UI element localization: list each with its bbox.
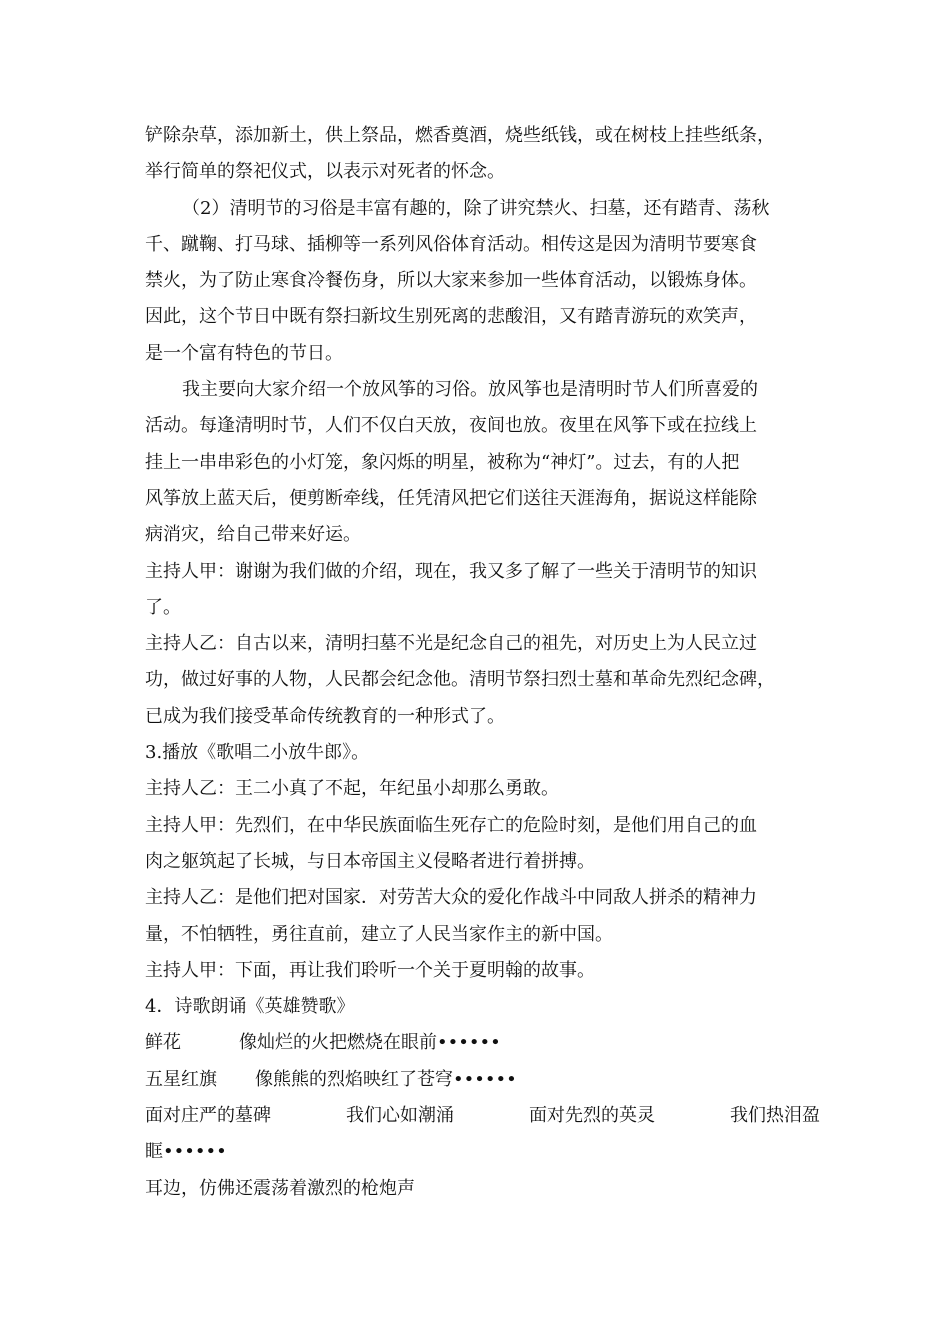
text-line: 功，做过好事的人物，人民都会纪念他。清明节祭扫烈士墓和革命先烈纪念碑， [145, 669, 775, 691]
poem-phrase: 我们心如潮涌 [346, 1105, 454, 1127]
text-line: 是一个富有特色的节日。 [145, 342, 343, 364]
poem-line [145, 1098, 820, 1134]
poem-line [145, 1062, 820, 1098]
text-line: 铲除杂草，添加新土，供上祭品，燃香奠酒，烧些纸钱，或在树枝上挂些纸条， [145, 125, 775, 146]
host-b-remembrance [145, 626, 820, 735]
text-line: 了。 [145, 596, 181, 618]
program-item-song: 3.播放《歌唱二小放牛郎》。 [145, 742, 370, 764]
host-b-nation [145, 880, 820, 953]
paragraph-customs [145, 191, 820, 372]
poem-phrase: 我们热泪盈 [730, 1105, 820, 1127]
poem-line: 耳边，仿佛还震荡着激烈的枪炮声 [145, 1177, 415, 1199]
document-body [145, 118, 820, 1207]
text-line: 举行简单的祭祀仪式，以表示对死者的怀念。 [145, 161, 505, 183]
host-a-martyrs [145, 808, 820, 881]
poem-phrase: 面对先烈的英灵 [529, 1105, 655, 1127]
text-line: 肉之躯筑起了长城，与日本帝国主义侵略者进行着拼搏。 [145, 850, 595, 872]
text-line: 主持人甲：先烈们，在中华民族面临生死存亡的危险时刻，是他们用自己的血 [145, 814, 757, 836]
poem-phrase: 像熊熊的烈焰映红了苍穹•••••• [255, 1068, 517, 1090]
text-line: 量，不怕牺牲，勇往直前，建立了人民当家作主的新中国。 [145, 923, 613, 945]
text-line: 主持人乙：自古以来，清明扫墓不光是纪念自己的祖先，对历史上为人民立过 [145, 633, 757, 655]
poem-phrase: 五星红旗 [145, 1068, 217, 1090]
text-line: 风筝放上蓝天后，便剪断牵线，任凭清风把它们送往天涯海角，据说这样能除 [145, 487, 757, 509]
text-line: 禁火，为了防止寒食冷餐伤身，所以大家来参加一些体育活动，以锻炼身体。 [145, 270, 757, 292]
poem [145, 1025, 820, 1206]
poem-line [145, 1025, 820, 1061]
poem-phrase: 面对庄严的墓碑 [145, 1105, 271, 1127]
text-line: 我主要向大家介绍一个放风筝的习俗。放风筝也是清明时节人们所喜爱的 [182, 379, 758, 401]
text-line: 挂上一串串彩色的小灯笼，象闪烁的明星，被称为“神灯”。过去，有的人把 [145, 451, 740, 473]
text-line: （2）清明节的习俗是丰富有趣的，除了讲究禁火、扫墓，还有踏青、荡秋 [182, 197, 770, 219]
text-line: 主持人甲：谢谢为我们做的介绍，现在，我又多了解了一些关于清明节的知识 [145, 560, 757, 582]
poem-phrase: 像灿烂的火把燃烧在眼前•••••• [239, 1032, 501, 1054]
program-item-poem: 4．诗歌朗诵《英雄赞歌》 [145, 996, 355, 1018]
poem-line: 眶•••••• [145, 1141, 227, 1163]
text-line: 已成为我们接受革命传统教育的一种形式了。 [145, 705, 505, 727]
host-b-line: 主持人乙：王二小真了不起，年纪虽小却那么勇敢。 [145, 778, 559, 800]
text-line: 活动。每逢清明时节，人们不仅白天放，夜间也放。夜里在风筝下或在拉线上 [145, 415, 757, 437]
text-line: 病消灾，给自己带来好运。 [145, 524, 361, 546]
text-line: 因此，这个节日中既有祭扫新坟生别死离的悲酸泪，又有踏青游玩的欢笑声， [145, 306, 757, 328]
host-a-thanks [145, 554, 820, 627]
text-line: 千、蹴鞠、打马球、插柳等一系列风俗体育活动。相传这是因为清明节要寒食 [145, 233, 757, 255]
paragraph-kite-flying [145, 372, 820, 553]
text-line: 主持人乙：是他们把对国家．对劳苦大众的爱化作战斗中同敌人拼杀的精神力 [145, 887, 757, 909]
host-a-intro: 主持人甲：下面，再让我们聆听一个关于夏明翰的故事。 [145, 959, 595, 981]
poem-phrase: 鲜花 [145, 1032, 181, 1054]
paragraph-grave-sweeping [145, 118, 820, 191]
